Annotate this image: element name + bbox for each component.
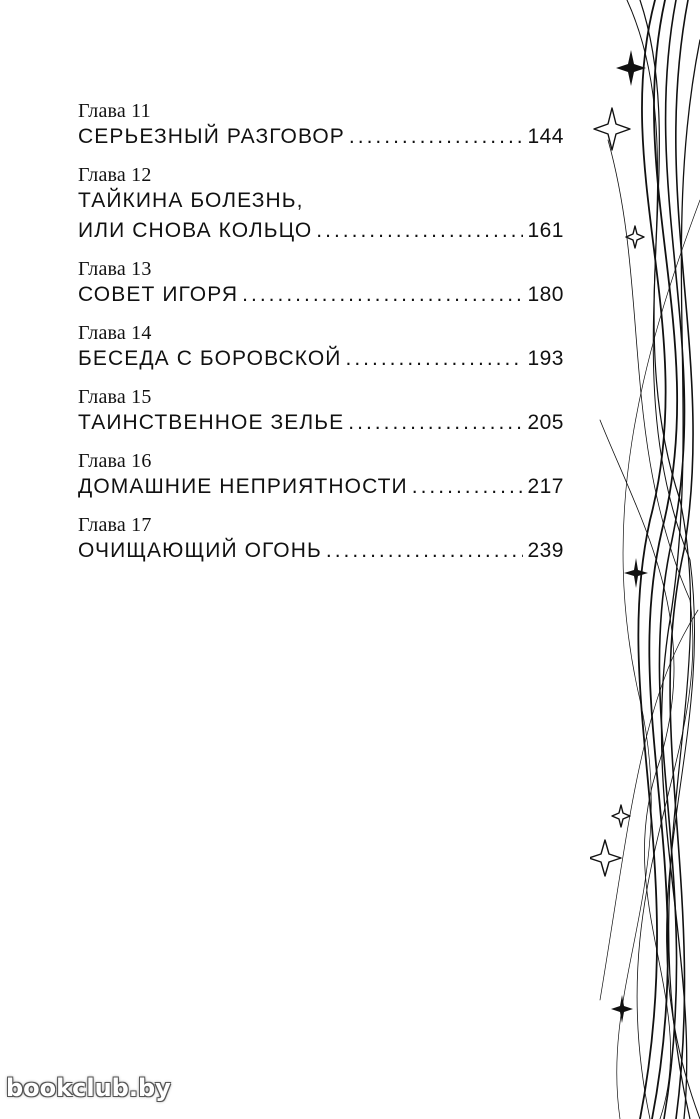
chapter-title: СЕРЬЕЗНЫЙ РАЗГОВОР [78,125,345,148]
page-number: 205 [527,411,564,434]
toc-leader-row [78,216,564,246]
toc-leader-row [78,122,564,152]
toc-leader-row [78,536,564,566]
chapter-title: БЕСЕДА С БОРОВСКОЙ [78,347,342,370]
toc-leader-row [78,472,564,502]
toc-entry-11 [78,100,564,152]
toc-entry-16 [78,450,564,502]
chapter-title: ДОМАШНИЕ НЕПРИЯТНОСТИ [78,475,408,498]
site-watermark: bookclub.by [6,1074,171,1102]
chapter-title: ИЛИ СНОВА КОЛЬЦО [78,219,313,242]
dot-leader [349,122,524,152]
dot-leader [316,216,523,246]
toc-entry-15 [78,386,564,438]
page-number: 180 [527,283,564,306]
dot-leader [242,280,523,310]
chapter-label: Глава 14 [78,322,152,344]
dot-leader [412,472,524,502]
chapter-label: Глава 15 [78,386,152,408]
chapter-label: Глава 12 [78,164,152,186]
table-of-contents [78,100,564,578]
chapter-title: ТАИНСТВЕННОЕ ЗЕЛЬЕ [78,411,345,434]
chapter-title: ОЧИЩАЮЩИЙ ОГОНЬ [78,539,322,562]
chapter-label: Глава 16 [78,450,152,472]
toc-entry-13 [78,258,564,310]
chapter-title: СОВЕТ ИГОРЯ [78,283,239,306]
page-number: 217 [527,475,564,498]
toc-entry-12 [78,164,564,246]
chapter-label: Глава 13 [78,258,152,280]
toc-entry-14 [78,322,564,374]
dot-leader [326,536,524,566]
chapter-label: Глава 11 [78,100,151,122]
dot-leader [348,408,523,438]
page-number: 239 [527,539,564,562]
page-number: 144 [527,125,564,148]
toc-leader-row [78,408,564,438]
toc-entry-17 [78,514,564,566]
wavy-lines-sparkles-ornament [590,0,700,1119]
toc-leader-row [78,280,564,310]
chapter-label: Глава 17 [78,514,152,536]
chapter-title: ТАЙКИНА БОЛЕЗНЬ, [78,189,304,212]
page-number: 193 [527,347,564,370]
dot-leader [345,344,523,374]
toc-leader-row [78,344,564,374]
page-number: 161 [527,219,564,242]
